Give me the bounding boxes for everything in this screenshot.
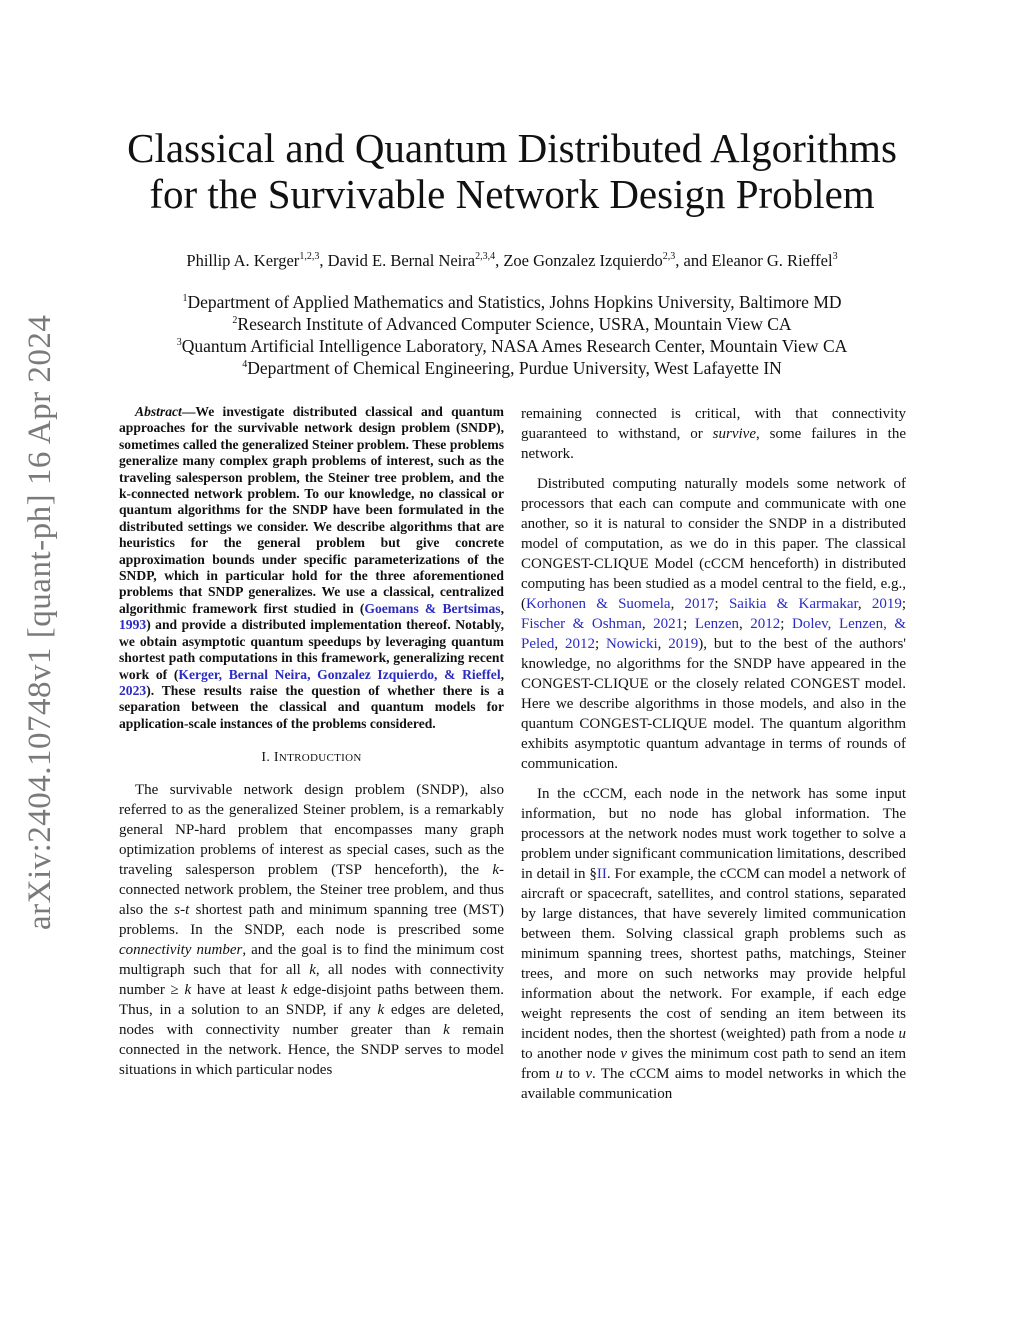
affiliation [0, 313, 1024, 335]
title-line-2: for the Survivable Network Design Problem [149, 171, 875, 217]
citation-sep: , [500, 600, 504, 616]
text-run: gives the minimum cost path to send an item from [521, 1046, 906, 1082]
math-symbol: v [620, 1046, 628, 1062]
citation-sep: ; [594, 636, 606, 652]
abstract-dash: — [181, 404, 196, 419]
abstract-label: Abstract [135, 404, 182, 419]
arxiv-identifier: arXiv:2404.10748v1 [quant-ph] 16 Apr 2024 [22, 314, 58, 930]
section-heading-introduction [119, 750, 504, 766]
author-list [0, 251, 1024, 271]
section-ref-link[interactable]: II [596, 866, 607, 882]
affiliation-number: 3 [176, 337, 182, 348]
math-symbol: v [585, 1066, 593, 1082]
affiliation-text: Department of Chemical Engineering, Purdue University, West Lafayette IN [247, 358, 782, 378]
citation-year-link[interactable]: 2021 [653, 616, 684, 632]
citation-sep: , [641, 616, 654, 632]
abstract [119, 404, 504, 732]
citation-sep: , [500, 666, 505, 682]
math-symbol: k [309, 962, 316, 979]
body-paragraph [521, 784, 906, 1104]
citation-year-link[interactable]: 2023 [119, 682, 147, 698]
citation-year-link[interactable]: 1993 [119, 617, 147, 633]
citation-sep: , [657, 636, 669, 652]
body-paragraph [521, 474, 906, 774]
intro-paragraph [119, 780, 504, 1080]
text-run: -connected network problem, the Steiner tree problem, and thus also the [119, 862, 504, 919]
citation-link[interactable]: Saikia & Karmakar [728, 596, 858, 612]
author-name: , Zoe Gonzalez Izquierdo [495, 251, 663, 270]
citation-link[interactable]: Kerger, Bernal Neira, Gonzalez Izquierdo, & Rieffel [178, 666, 501, 682]
affiliation-number: 2 [232, 315, 238, 326]
citation-year-link[interactable]: 2017 [684, 596, 715, 612]
text-run: , and the goal is to find the minimum cost multigraph such that for all [119, 942, 504, 979]
citation-link[interactable]: Lenzen [694, 616, 739, 632]
text-run: , some failures in the network. [521, 426, 906, 462]
right-column [521, 404, 906, 1114]
math-symbol: u [555, 1066, 563, 1082]
abstract-text: ). These results raise the question of whether there is a separation between the classical and quantum models for application-scale instances of the problems considered. [119, 682, 504, 731]
citation-link[interactable]: Fischer & Oshman [521, 616, 642, 632]
math-symbol: u [898, 1026, 906, 1042]
author-name: , and Eleanor G. Rieffel [675, 251, 833, 270]
citation-sep: ; [780, 616, 792, 632]
text-run: , all nodes with connectivity number ≥ [119, 962, 504, 999]
citation-sep: ; [714, 596, 729, 612]
citation-year-link[interactable]: 2019 [871, 596, 902, 612]
text-run: have at least [191, 982, 281, 999]
affiliation-list [0, 291, 1024, 379]
citation-year-link[interactable]: 2012 [750, 616, 781, 632]
math-symbol: s-t [174, 902, 190, 919]
text-run: shortest path and minimum spanning tree (MST) problems. In the SNDP, each node is prescribed some [119, 902, 504, 939]
abstract-text: We investigate distributed classical and quantum approaches for the survivable network design problem (SNDP), sometimes called the generalized Steiner problem. These problems generalize many complex graph problems of interest, such as the traveling salesperson problem, the Steiner tree problem, and the k-connected network problem. To our knowledge, no classical or quantum algorithms for the SNDP have been formulated in the distributed settings we consider. We describe algorithms that are heuristics for the general problem but give concrete approximation bounds under specific parameterizations of the SNDP, which in particular hold for the three aforementioned problems that SNDP generalizes. We use a classical, centralized algorithmic framework first studied in ( [119, 404, 504, 616]
citation-year-link[interactable]: 2012 [564, 636, 595, 652]
affiliation-number: 1 [182, 293, 188, 304]
title-line-1: Classical and Quantum Distributed Algorithms [127, 125, 897, 171]
text-run: edges are deleted, nodes with connectivity number greater than [119, 1002, 505, 1039]
math-symbol: k [184, 982, 192, 999]
text-run: ), but to the best of the authors' knowledge, no algorithms for the SNDP have appeared in the CONGEST-CLIQUE or the closely related CONGEST model. Here we describe algorithms in those models, and also in the quantum CONGEST-CLIQUE model. The quantum algorithm exhibits asymptotic quantum advantage in terms of rounds of communication. [521, 636, 907, 772]
author-name: , David E. Bernal Neira [319, 251, 476, 270]
text-run: to [563, 1066, 586, 1082]
text-run: remain connected in the network. Hence, the SNDP serves to model situations in which particular nodes [119, 1022, 504, 1079]
emphasis-term: connectivity number [119, 942, 243, 959]
affiliation [0, 291, 1024, 313]
author-affil-sup: 1,2,3 [299, 251, 320, 262]
body-paragraph [521, 404, 906, 464]
affiliation-text: Department of Applied Mathematics and Statistics, Johns Hopkins University, Baltimore MD [187, 292, 842, 312]
text-run: . The cCCM aims to model networks in which the available communication [521, 1066, 906, 1102]
citation-link[interactable]: Korhonen & Suomela [526, 596, 671, 612]
citation-sep: ; [683, 616, 695, 632]
citation-sep: , [670, 596, 685, 612]
section-numeral: I. [261, 750, 274, 766]
affiliation [0, 335, 1024, 357]
author-name: Phillip A. Kerger [186, 251, 300, 270]
section-title-rest: NTRODUCTION [278, 752, 362, 765]
citation-sep: , [857, 596, 872, 612]
citation-link[interactable]: Goemans & Bertsimas [364, 600, 501, 616]
math-symbol: k [280, 982, 288, 999]
left-column [119, 404, 504, 1090]
citation-year-link[interactable]: 2019 [668, 636, 699, 652]
text-run: The survivable network design problem (SNDP), also referred to as the generalized Steiner problem, is a remarkably general NP-hard problem that encompasses many graph optimization problems of interest as special cases, such as the traveling salesperson problem (TSP henceforth), the [119, 782, 504, 879]
text-run: Distributed computing naturally models some network of processors that each can compute and communicate with one another, so it is natural to consider the SNDP in a distributed model of computation, as we do in this paper. The classical CONGEST-CLIQUE Model (cCCM henceforth) in distributed computing has been studied as a model central to the field, e.g., ( [521, 476, 906, 612]
text-run: remaining connected is critical, with that connectivity guaranteed to withstand, or [521, 406, 906, 442]
affiliation [0, 357, 1024, 379]
affiliation-text: Quantum Artificial Intelligence Laboratory, NASA Ames Research Center, Mountain View CA [181, 336, 848, 356]
math-symbol: k [443, 1022, 450, 1039]
math-symbol: k [492, 862, 499, 879]
author-affil-sup: 3 [832, 251, 838, 262]
author-affil-sup: 2,3 [662, 251, 676, 262]
citation-sep: , [739, 616, 751, 632]
affiliation-number: 4 [242, 359, 248, 370]
emphasis-term: survive [712, 426, 756, 442]
math-symbol: k [377, 1002, 385, 1019]
text-run: In the cCCM, each node in the network has some input information, but no node has global information. The processors at the network nodes must work together to solve a problem under significant communication limitations, described in detail in § [521, 786, 906, 882]
text-run: to another node [521, 1046, 621, 1062]
affiliation-text: Research Institute of Advanced Computer Science, USRA, Mountain View CA [237, 314, 792, 334]
citation-sep: ; [901, 596, 907, 612]
text-run: . For example, the cCCM can model a network of aircraft or spacecraft, satellites, and control stations, separated by large distances, that have severely limited communication between them. Solving classical graph problems such as minimum spanning trees, shortest paths, matchings, Steiner trees, and more on such networks may provide helpful information about the network. For example, if each edge weight represents the cost of sending an item between its incident nodes, then the shortest (weighted) path from a node [521, 866, 906, 1042]
paper-title [0, 125, 1024, 217]
section-title-initial: I [273, 750, 279, 766]
citation-link[interactable]: Nowicki [605, 636, 658, 652]
citation-link[interactable]: Dolev, Lenzen, & Peled [521, 616, 907, 652]
citation-sep: , [554, 636, 565, 652]
title-block [0, 125, 1024, 379]
text-run: edge-disjoint paths between them. Thus, in a solution to an SNDP, if any [119, 982, 504, 1019]
abstract-text: ) and provide a distributed implementation thereof. Notably, we obtain asymptotic quantum speedups by leveraging quantum shortest path computations in this framework, generalizing recent work of ( [119, 617, 504, 682]
author-affil-sup: 2,3,4 [475, 251, 496, 262]
